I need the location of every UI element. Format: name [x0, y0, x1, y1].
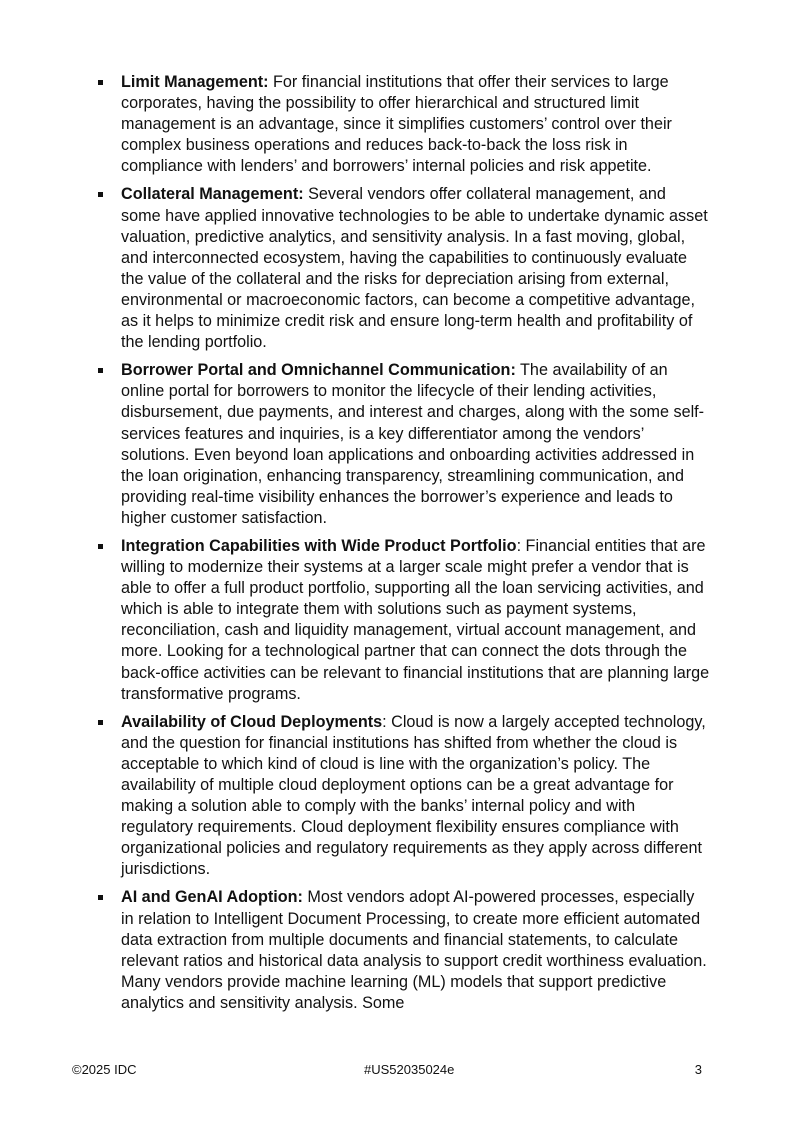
bullet-body: For financial institutions that offer their services to large corporates, having the possibility to offer hierarchical and structured limit management is an advantage, since it simplifies customers’ control over their complex business operations and reduces back-to-back the loss risk in compliance with lenders’ and borrowers’ internal policies and risk appetite. — [121, 73, 672, 176]
square-bullet-icon — [98, 192, 103, 197]
footer-document-id: #US52035024e — [364, 1062, 455, 1077]
square-bullet-icon — [98, 895, 103, 900]
bullet-title: Availability of Cloud Deployments — [121, 712, 383, 731]
bullet-title: Borrower Portal and Omnichannel Communication: — [121, 361, 516, 380]
bullet-body: Most vendors adopt AI-powered processes, especially in relation to Intelligent Document Processing, to create more efficient automated data extraction from multiple documents and financial statements, to calculate relevant ratios and historical data analysis to support credit worthiness evaluation. Many vendors provide machine learning (ML) models that support predictive analytics and sensitivity analysis. Some — [121, 888, 707, 1012]
bullet-body: Several vendors offer collateral management, and some have applied innovative technologies to be able to undertake dynamic asset valuation, predictive analytics, and sensitivity analysis. In a fast moving, global, and interconnected ecosystem, having the capabilities to continuously evaluate the value of the collateral and the risks for depreciation arising from external, environmental or macroeconomic factors, can become a competitive advantage, as it helps to minimize credit risk and ensure long-term health and profitability of the lending portfolio. — [121, 185, 708, 352]
footer-page-number: 3 — [694, 1062, 702, 1077]
square-bullet-icon — [98, 368, 103, 373]
document-body — [98, 72, 710, 1021]
square-bullet-icon — [98, 720, 103, 725]
bullet-item-collateral-management — [98, 184, 710, 353]
page-footer — [72, 1062, 702, 1078]
bullet-body: : Cloud is now a largely accepted technology, and the question for financial institutions has shifted from whether the cloud is acceptable to which kind of cloud is line with the organization’s policy. The availability of multiple cloud deployment options can be a great advantage for making a solution able to comply with the banks’ internal policy and with regulatory requirements. Cloud deployment flexibility ensures compliance with organizational policies and regulatory requirements as they apply across different jurisdictions. — [121, 712, 706, 879]
bullet-item-limit-management — [98, 72, 710, 177]
bullet-title: AI and GenAI Adoption: — [121, 888, 303, 907]
square-bullet-icon — [98, 80, 103, 85]
bullet-title: Limit Management: — [121, 73, 269, 91]
bullet-list — [98, 72, 710, 1014]
bullet-item-cloud-deployments — [98, 712, 710, 881]
bullet-item-borrower-portal — [98, 360, 710, 529]
bullet-title: Collateral Management: — [121, 185, 304, 204]
bullet-item-ai-genai-adoption — [98, 887, 710, 1014]
footer-copyright: ©2025 IDC — [72, 1062, 137, 1077]
bullet-body: The availability of an online portal for borrowers to monitor the lifecycle of their lending activities, disbursement, due payments, and interest and charges, along with the some self-services features and inquiries, is a key differentiator among the vendors’ solutions. Even beyond loan applications and onboarding activities addressed in the loan origination, enhancing transparency, streamlining communication, and providing real-time visibility enhances the borrower’s experience and leads to higher customer satisfaction. — [121, 361, 705, 527]
bullet-item-integration-capabilities — [98, 536, 710, 705]
bullet-body: : Financial entities that are willing to modernize their systems at a larger scale might prefer a vendor that is able to offer a full product portfolio, supporting all the loan servicing activities, and which is able to integrate them with solutions such as payment systems, reconciliation, cash and liquidity management, virtual account management, and more. Looking for a technological partner that can connect the dots through the back-office activities can be relevant to financial institutions that are planning large transformative programs. — [121, 536, 710, 703]
square-bullet-icon — [98, 544, 103, 549]
bullet-title: Integration Capabilities with Wide Product Portfolio — [121, 536, 517, 555]
